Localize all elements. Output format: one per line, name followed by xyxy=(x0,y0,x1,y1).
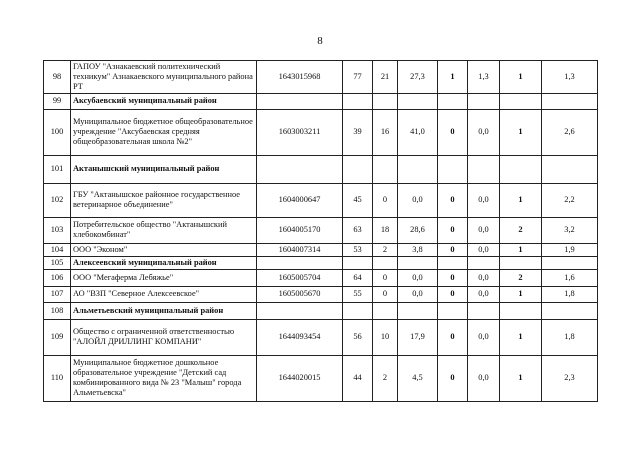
empty-cell xyxy=(500,302,542,319)
empty-cell xyxy=(500,256,542,269)
value-cell: 0,0 xyxy=(468,355,500,401)
empty-cell xyxy=(542,93,598,109)
value-cell: 21 xyxy=(373,61,398,94)
value-cell-bold: 0 xyxy=(438,243,468,256)
organization-name-cell: ГАПОУ "Азнакаевский политехнический техникум" Азнакаевского муниципального района РТ xyxy=(71,61,257,94)
value-cell: 1,3 xyxy=(468,61,500,94)
value-cell: 0,0 xyxy=(468,243,500,256)
organization-name-cell: Общество с ограниченной ответственностью "АЛОЙЛ ДРИЛЛИНГ КОМПАНИ" xyxy=(71,319,257,355)
value-cell-bold: 1 xyxy=(500,355,542,401)
table-body xyxy=(44,61,598,402)
row-number-cell: 103 xyxy=(44,217,71,243)
value-cell: 0,0 xyxy=(398,183,438,217)
empty-cell xyxy=(438,93,468,109)
district-row xyxy=(44,93,598,109)
inn-cell: 1604000647 xyxy=(257,183,343,217)
value-cell: 27,3 xyxy=(398,61,438,94)
value-cell-bold: 0 xyxy=(438,109,468,155)
district-name-cell: Альметьевский муниципальный район xyxy=(71,302,257,319)
value-cell-bold: 2 xyxy=(500,217,542,243)
value-cell: 41,0 xyxy=(398,109,438,155)
value-cell-bold: 1 xyxy=(500,319,542,355)
empty-cell xyxy=(373,93,398,109)
page-number: 8 xyxy=(317,35,323,47)
value-cell: 0 xyxy=(373,183,398,217)
table-row xyxy=(44,61,598,94)
empty-cell xyxy=(343,93,373,109)
table-row xyxy=(44,286,598,302)
value-cell: 1,9 xyxy=(542,243,598,256)
empty-cell xyxy=(343,302,373,319)
value-cell: 16 xyxy=(373,109,398,155)
empty-cell xyxy=(398,155,438,183)
value-cell: 18 xyxy=(373,217,398,243)
organization-name-cell: Потребительское общество "Актанышский хлебокомбинат" xyxy=(71,217,257,243)
empty-cell xyxy=(343,256,373,269)
organization-name-cell: ГБУ "Актанышское районное государственное ветеринарное объединение" xyxy=(71,183,257,217)
value-cell-bold: 0 xyxy=(438,269,468,286)
inn-cell: 1604007314 xyxy=(257,243,343,256)
table-row xyxy=(44,243,598,256)
empty-cell xyxy=(257,155,343,183)
value-cell: 45 xyxy=(343,183,373,217)
empty-cell xyxy=(500,155,542,183)
organization-name-cell: Муниципальное бюджетное общеобразовательное учреждение "Аксубаевская средняя общеобразовательная школа №2" xyxy=(71,109,257,155)
value-cell-bold: 0 xyxy=(438,183,468,217)
empty-cell xyxy=(343,155,373,183)
value-cell: 2 xyxy=(373,243,398,256)
row-number-cell: 101 xyxy=(44,155,71,183)
value-cell: 0,0 xyxy=(468,319,500,355)
row-number-cell: 100 xyxy=(44,109,71,155)
table-row xyxy=(44,355,598,401)
district-name-cell: Актанышский муниципальный район xyxy=(71,155,257,183)
inn-cell: 1604005170 xyxy=(257,217,343,243)
value-cell-bold: 2 xyxy=(500,269,542,286)
inn-cell: 1644093454 xyxy=(257,319,343,355)
row-number-cell: 110 xyxy=(44,355,71,401)
value-cell: 1,8 xyxy=(542,286,598,302)
value-cell-bold: 1 xyxy=(500,286,542,302)
value-cell: 0,0 xyxy=(468,217,500,243)
district-row xyxy=(44,155,598,183)
value-cell: 1,3 xyxy=(542,61,598,94)
value-cell: 1,6 xyxy=(542,269,598,286)
district-row xyxy=(44,256,598,269)
value-cell: 2,2 xyxy=(542,183,598,217)
value-cell: 44 xyxy=(343,355,373,401)
organization-name-cell: ООО "Мегаферма Лебяжье" xyxy=(71,269,257,286)
inn-cell: 1644020015 xyxy=(257,355,343,401)
value-cell-bold: 1 xyxy=(500,109,542,155)
inn-cell: 1605005670 xyxy=(257,286,343,302)
empty-cell xyxy=(542,302,598,319)
value-cell: 4,5 xyxy=(398,355,438,401)
empty-cell xyxy=(373,302,398,319)
table-row xyxy=(44,269,598,286)
value-cell: 1,8 xyxy=(542,319,598,355)
value-cell: 28,6 xyxy=(398,217,438,243)
value-cell-bold: 1 xyxy=(438,61,468,94)
value-cell-bold: 1 xyxy=(500,61,542,94)
value-cell: 3,2 xyxy=(542,217,598,243)
row-number-cell: 98 xyxy=(44,61,71,94)
empty-cell xyxy=(468,155,500,183)
value-cell: 3,8 xyxy=(398,243,438,256)
inn-cell: 1605005704 xyxy=(257,269,343,286)
value-cell: 0,0 xyxy=(398,269,438,286)
empty-cell xyxy=(373,155,398,183)
empty-cell xyxy=(500,93,542,109)
row-number-cell: 102 xyxy=(44,183,71,217)
row-number-cell: 99 xyxy=(44,93,71,109)
empty-cell xyxy=(438,155,468,183)
empty-cell xyxy=(257,256,343,269)
value-cell-bold: 0 xyxy=(438,319,468,355)
empty-cell xyxy=(373,256,398,269)
district-row xyxy=(44,302,598,319)
value-cell: 56 xyxy=(343,319,373,355)
empty-cell xyxy=(438,256,468,269)
table-row xyxy=(44,217,598,243)
value-cell: 0 xyxy=(373,286,398,302)
value-cell-bold: 0 xyxy=(438,217,468,243)
value-cell: 17,9 xyxy=(398,319,438,355)
value-cell: 63 xyxy=(343,217,373,243)
value-cell: 2,3 xyxy=(542,355,598,401)
value-cell: 0,0 xyxy=(468,286,500,302)
value-cell-bold: 0 xyxy=(438,286,468,302)
inn-cell: 1603003211 xyxy=(257,109,343,155)
inn-cell: 1643015968 xyxy=(257,61,343,94)
table-row xyxy=(44,319,598,355)
value-cell: 0,0 xyxy=(468,109,500,155)
empty-cell xyxy=(468,93,500,109)
value-cell: 0,0 xyxy=(468,269,500,286)
value-cell: 0,0 xyxy=(468,183,500,217)
value-cell: 0 xyxy=(373,269,398,286)
empty-cell xyxy=(468,256,500,269)
empty-cell xyxy=(398,93,438,109)
value-cell: 2,6 xyxy=(542,109,598,155)
empty-cell xyxy=(468,302,500,319)
value-cell-bold: 1 xyxy=(500,183,542,217)
empty-cell xyxy=(542,256,598,269)
district-name-cell: Аксубаевский муниципальный район xyxy=(71,93,257,109)
organization-name-cell: Муниципальное бюджетное дошкольное образовательное учреждение "Детский сад комбинированного вида № 23 "Малыш" города Альметьевска" xyxy=(71,355,257,401)
row-number-cell: 109 xyxy=(44,319,71,355)
organization-name-cell: ООО "Эконом" xyxy=(71,243,257,256)
empty-cell xyxy=(398,256,438,269)
value-cell: 53 xyxy=(343,243,373,256)
empty-cell xyxy=(257,93,343,109)
organization-name-cell: АО "ВЗП "Северное Алексеевское" xyxy=(71,286,257,302)
value-cell-bold: 0 xyxy=(438,355,468,401)
empty-cell xyxy=(398,302,438,319)
value-cell: 10 xyxy=(373,319,398,355)
district-name-cell: Алексеевский муниципальный район xyxy=(71,256,257,269)
value-cell: 39 xyxy=(343,109,373,155)
value-cell: 55 xyxy=(343,286,373,302)
row-number-cell: 104 xyxy=(44,243,71,256)
value-cell: 0,0 xyxy=(398,286,438,302)
empty-cell xyxy=(542,155,598,183)
organizations-table xyxy=(43,60,598,402)
value-cell: 64 xyxy=(343,269,373,286)
row-number-cell: 107 xyxy=(44,286,71,302)
row-number-cell: 108 xyxy=(44,302,71,319)
row-number-cell: 105 xyxy=(44,256,71,269)
empty-cell xyxy=(257,302,343,319)
value-cell: 77 xyxy=(343,61,373,94)
empty-cell xyxy=(438,302,468,319)
table-row xyxy=(44,109,598,155)
table-row xyxy=(44,183,598,217)
row-number-cell: 106 xyxy=(44,269,71,286)
value-cell: 2 xyxy=(373,355,398,401)
value-cell-bold: 1 xyxy=(500,243,542,256)
